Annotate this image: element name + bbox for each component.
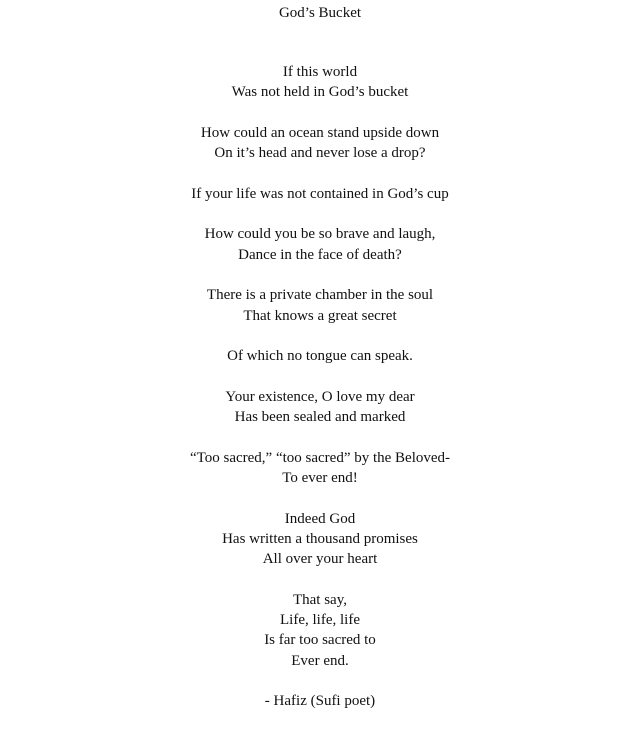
stanza <box>0 184 640 204</box>
poem-line: Has been sealed and marked <box>234 409 406 426</box>
poem-line: Dance in the face of death? <box>238 246 402 263</box>
poem-line: Your existence, O love my dear <box>225 388 415 405</box>
poem-line: Life, life, life <box>280 612 360 629</box>
poem-line: Has written a thousand promises <box>222 530 418 547</box>
poem-line: “Too sacred,” “too sacred” by the Beloved- <box>189 449 451 466</box>
poem-line: Of which no tongue can speak. <box>227 348 413 365</box>
poem-line: How could an ocean stand upside down <box>200 124 440 141</box>
poem-body <box>0 62 640 732</box>
poem-line: Is far too sacred to <box>264 632 376 649</box>
poem-title: God’s Bucket <box>278 5 362 21</box>
poem-line: How could you be so brave and laugh, <box>204 226 436 243</box>
poem-line: That knows a great secret <box>243 307 397 324</box>
stanza <box>0 62 640 103</box>
poem-line: Indeed God <box>284 510 356 527</box>
poem-line: There is a private chamber in the soul <box>206 287 434 304</box>
poem-attribution: - Hafiz (Sufi poet) <box>264 693 376 710</box>
stanza <box>0 285 640 326</box>
stanza <box>0 590 640 671</box>
poem-line: Ever end. <box>291 652 349 669</box>
poem-line: That say, <box>292 591 347 608</box>
attribution <box>0 691 640 711</box>
stanza <box>0 123 640 164</box>
poem-line: To ever end! <box>282 469 358 486</box>
poem-line: All over your heart <box>262 551 378 568</box>
poem-line: On it’s head and never lose a drop? <box>214 145 426 162</box>
poem-line: Was not held in God’s bucket <box>231 84 409 101</box>
stanza <box>0 448 640 489</box>
stanza <box>0 346 640 366</box>
poem-line: If this world <box>282 64 358 80</box>
stanza <box>0 509 640 570</box>
poem-line: If your life was not contained in God’s cup <box>191 185 449 202</box>
stanza <box>0 387 640 428</box>
stanza <box>0 224 640 265</box>
